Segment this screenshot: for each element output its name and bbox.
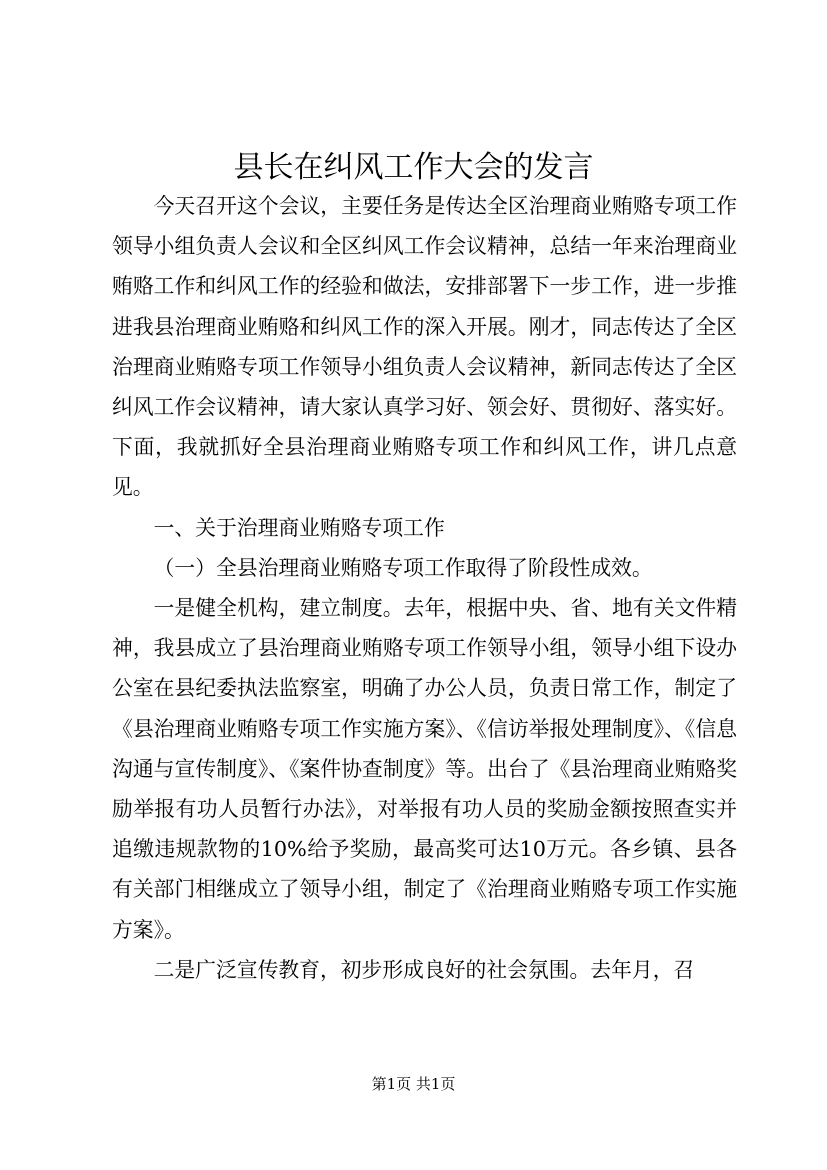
page-title: 县长在纠风工作大会的发言 <box>233 150 594 185</box>
section-heading: 一、关于治理商业贿赂专项工作 <box>153 515 445 540</box>
page-footer: 第1页 共1页 <box>371 1075 456 1093</box>
document-body <box>112 186 737 990</box>
paragraph-point-two: 二是广泛宣传教育，初步形成良好的社会氛围。去年月，召 <box>153 957 695 982</box>
subsection-heading: （一）全县治理商业贿赂专项工作取得了阶段性成效。 <box>153 555 653 580</box>
paragraph-intro: 今天召开这个会议，主要任务是传达全区治理商业贿赂专项工作领导小组负责人会议和全区纠风工作会议精神，总结一年来治理商业贿赂工作和纠风工作的经验和做法，安排部署下一步工作，进一步推进我县治理商业贿赂和纠风工作的深入开展。刚才，同志传达了全区治理商业贿赂专项工作领导小组负责人会议精神，新同志传达了全区纠风工作会议精神，请大家认真学习好、领会好、贯彻好、落实好。下面，我就抓好全县治理商业贿赂专项工作和纠风工作，讲几点意见。 <box>112 194 737 500</box>
paragraph-point-one: 一是健全机构，建立制度。去年，根据中央、省、地有关文件精神，我县成立了县治理商业贿赂专项工作领导小组，领导小组下设办公室在县纪委执法监察室，明确了办公人员，负责日常工作，制定了《县治理商业贿赂专项工作实施方案》、《信访举报处理制度》、《信息沟通与宣传制度》、《案件协查制度》等。出台了《县治理商业贿赂奖励举报有功人员暂行办法》，对举报有功人员的奖励金额按照查实并追缴违规款物的10%给予奖励，最高奖可达10万元。各乡镇、县各有关部门相继成立了领导小组，制定了《治理商业贿赂专项工作实施方案》。 <box>112 596 737 942</box>
